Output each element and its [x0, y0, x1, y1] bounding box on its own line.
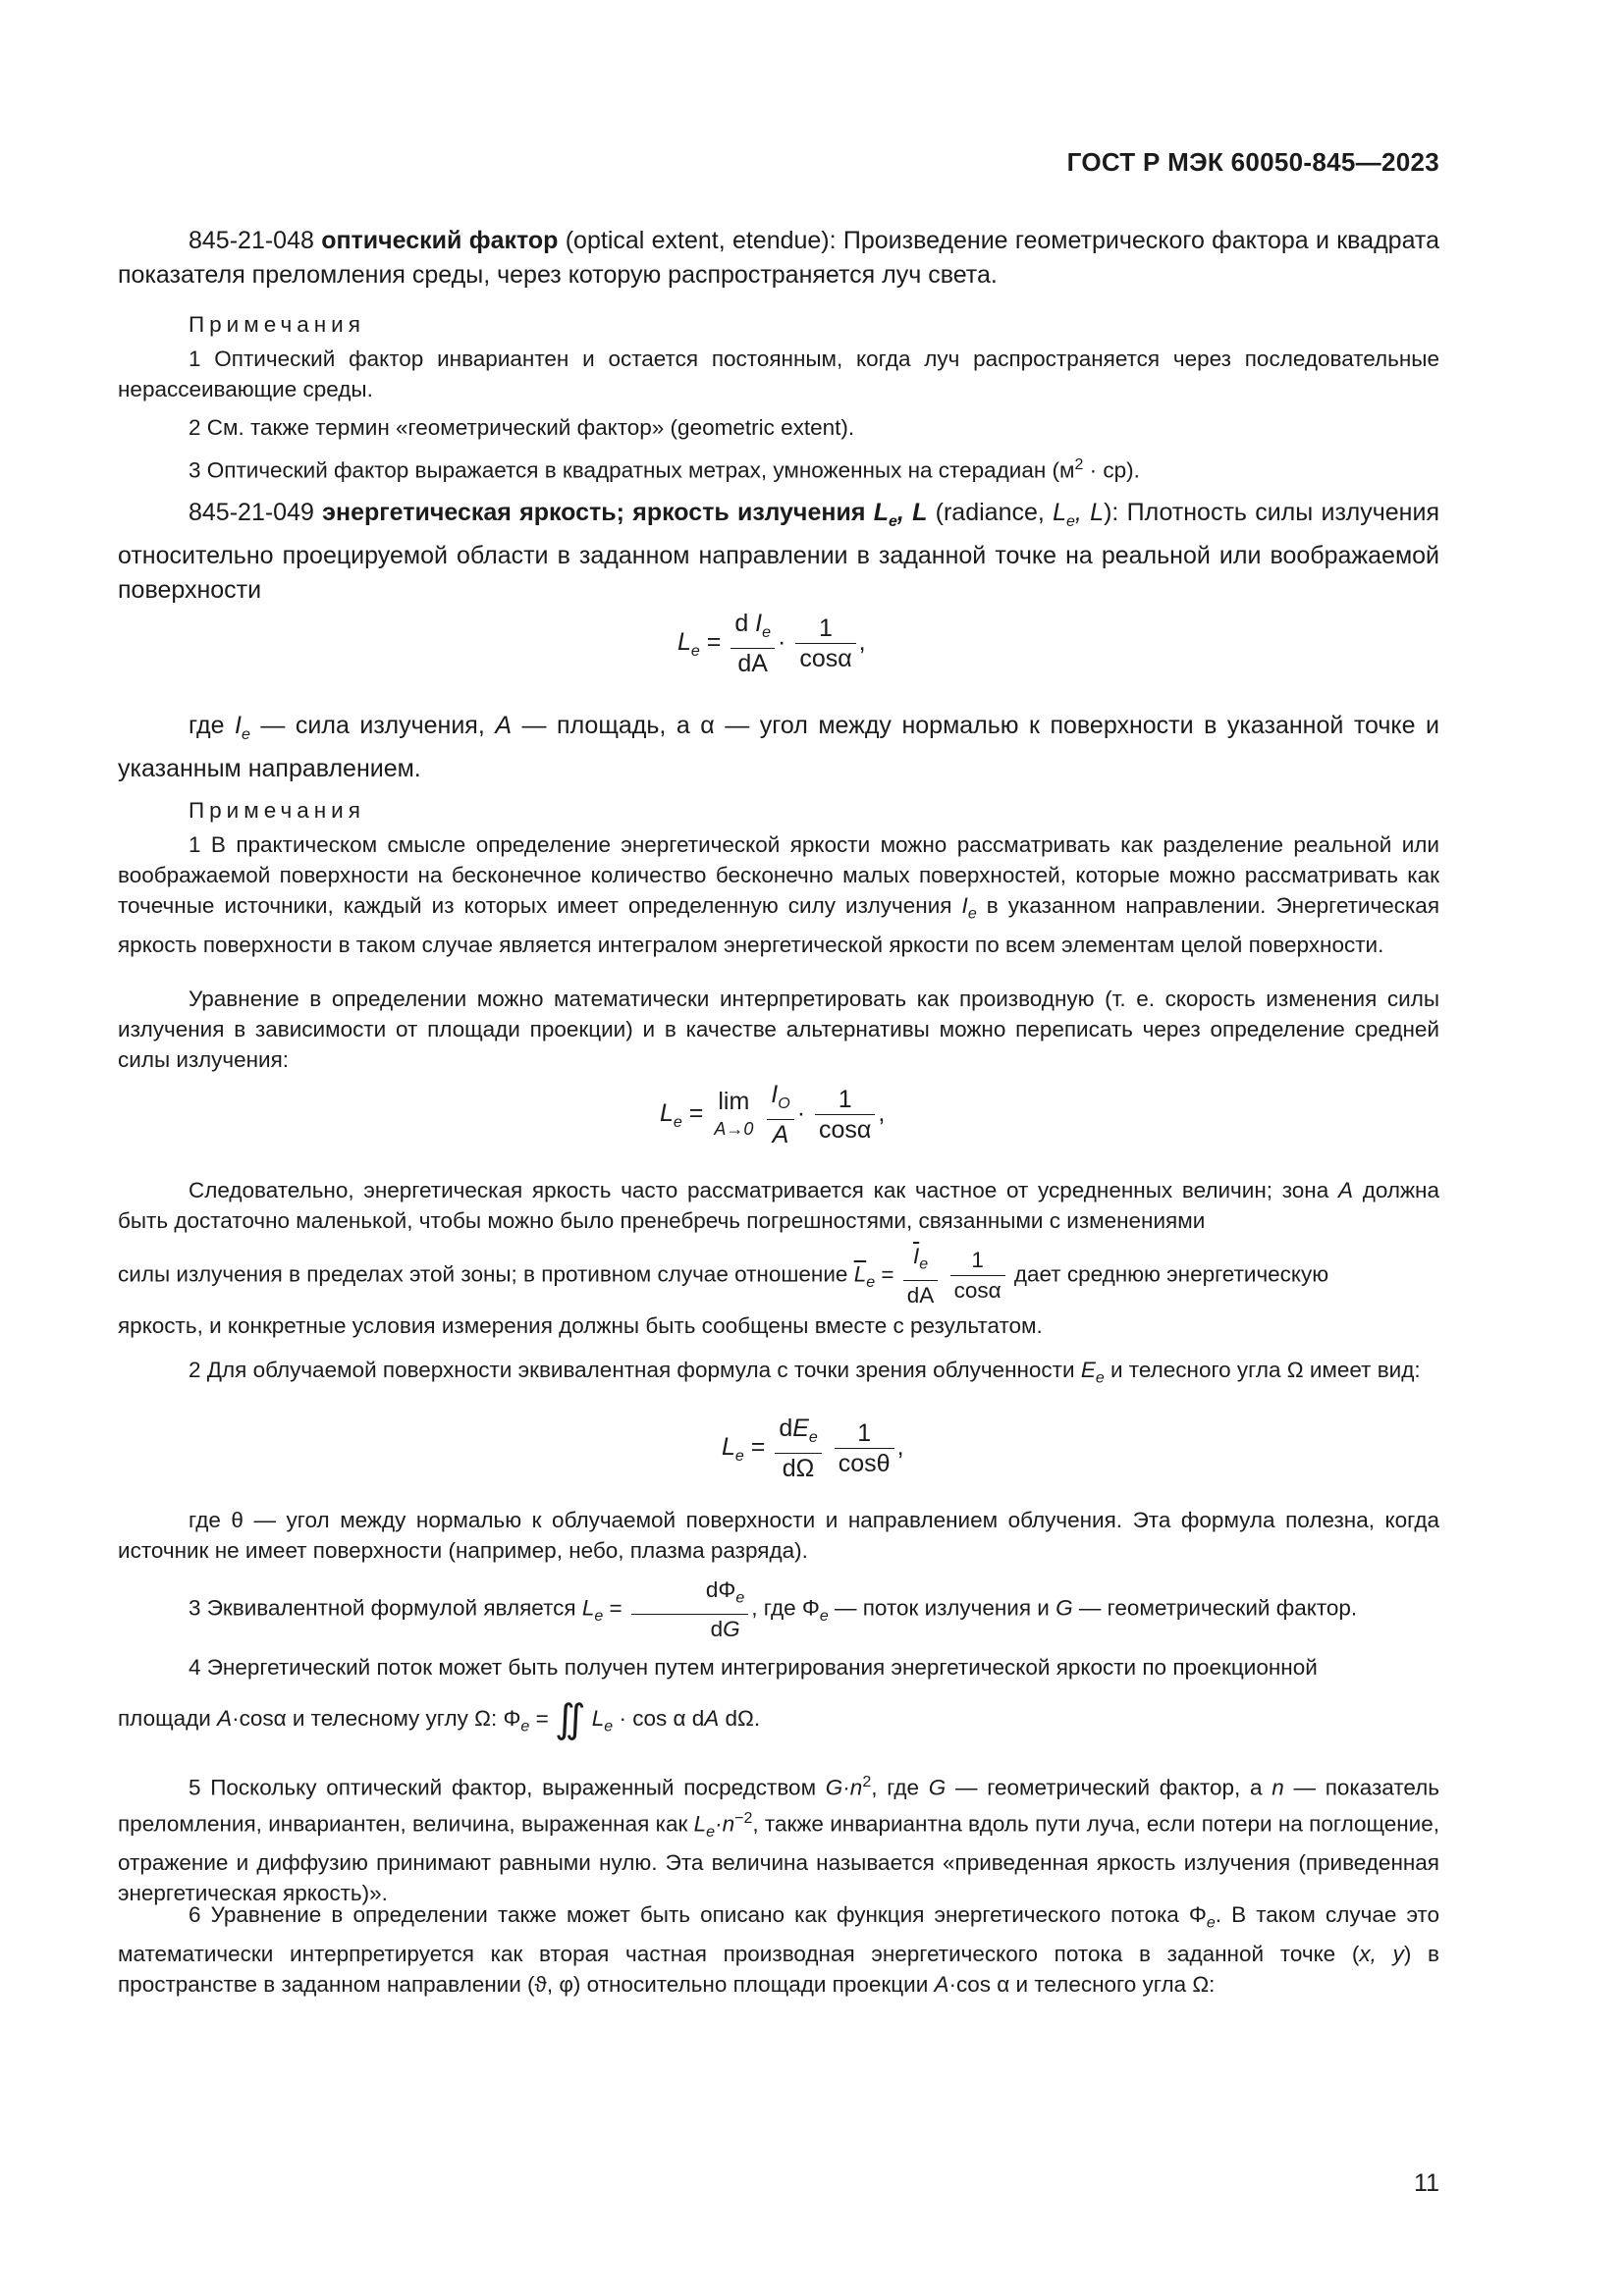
consequently-1-A: A	[1337, 1178, 1353, 1202]
where-3: где θ — угол между нормалью к облучаемой поверхности и направлением облучения. Эта формула полезна, когда источник не имеет поверхности (например, небо, плазма разряда).	[118, 1508, 1439, 1563]
consequently-line-1	[118, 1175, 1439, 1236]
formula-3-num-d: d	[779, 1415, 793, 1442]
note-4-L-sub: e	[604, 1718, 614, 1735]
consequently-1-pre: Следовательно, энергетическая яркость часто рассматривается как частное от усредненных величин; зона	[189, 1178, 1338, 1202]
formula-1-lhs-sub: e	[690, 643, 700, 661]
term-048-title: оптический фактор	[321, 227, 559, 254]
note-049-1-sub: e	[967, 905, 977, 923]
term-048-definition: (optical extent, etendue): Произведение геометрического фактора и квадрата показателя преломления среды, через которую распространяется луч света.	[118, 227, 1440, 289]
note-3-mid-sub: e	[819, 1608, 829, 1626]
formula-2-lhs: L	[660, 1099, 674, 1128]
note-4-line-2	[118, 1697, 1439, 1742]
formula-irradiance	[722, 1414, 904, 1483]
note-3-den-G: G	[723, 1616, 740, 1641]
formula-3-num-sub: e	[808, 1429, 818, 1446]
note-6-A: A	[934, 1971, 949, 1997]
note-5-p5: , также инвариантна вдоль пути луча, если потери на поглощение, отражение и диффузию принимают равными нулю. Эта величина называется «приведенная яркость излучения (приведенная энергетическая яркость)».	[118, 1811, 1440, 1905]
formula-3-den: dΩ	[782, 1455, 815, 1482]
term-049-paragraph	[118, 496, 1439, 608]
consequently-2-L-sub: e	[866, 1274, 876, 1292]
consequently-2-fraction-2	[950, 1246, 1005, 1306]
note-5-sup2: 2	[862, 1774, 872, 1790]
note-2-post: и телесного угла Ω имеет вид:	[1104, 1358, 1421, 1382]
where-1-post: — площадь, а α — угол между нормалью к поверхности в указанной точке и указанным направлением.	[118, 712, 1440, 782]
note-4-a: ·cosα и телесному углу Ω: Φ	[232, 1706, 521, 1731]
note-4-eq: =	[529, 1706, 555, 1731]
term-049-number: 845-21-049	[189, 499, 314, 526]
formula-3-fraction-2	[835, 1418, 894, 1478]
formula-1-fraction-2	[795, 614, 855, 673]
note-4-A2: A	[704, 1706, 720, 1731]
note-3-pre: 3 Эквивалентной формулой является	[189, 1595, 582, 1621]
formula-2-eq: =	[681, 1099, 704, 1128]
formula-3-eq: =	[743, 1433, 766, 1462]
consequently-1-post: должна быть достаточно маленькой, чтобы можно было пренебречь погрешностями, связанными с изменениями	[118, 1178, 1439, 1233]
note-5-p4: — показатель преломления, инвариантен, величина, выраженная как	[118, 1775, 1439, 1836]
note-5-p2: , где	[871, 1775, 929, 1800]
note-4-line-1: 4 Энергетический поток может быть получен путем интегрирования энергетической яркости по проекционной	[189, 1655, 1318, 1680]
note-4-mid: · cos α d	[613, 1706, 705, 1731]
formula-2-den: A	[772, 1121, 789, 1148]
formula-3-cos: cosθ	[838, 1450, 891, 1477]
notes-048-heading: Примечания	[189, 312, 365, 337]
consequently-2-den: dA	[906, 1282, 935, 1308]
note-5-G2: G	[928, 1775, 947, 1800]
formula-1-lhs: L	[677, 628, 691, 657]
note-2-E: E	[1080, 1358, 1096, 1382]
note-6	[118, 1899, 1439, 2000]
note-5	[118, 1767, 1439, 1908]
note-048-1: 1 Оптический фактор инвариантен и остается постоянным, когда луч распространяется через последовательные нерассеивающие среды.	[118, 347, 1439, 401]
formula-1-num-d: d	[734, 610, 756, 637]
term-049-paren-L2: , L	[1074, 499, 1105, 526]
formula-2-num-sub: O	[778, 1095, 790, 1112]
note-5-sup-m2: −2	[734, 1809, 753, 1827]
where-1-pre: где	[189, 712, 236, 739]
formula-2-one: 1	[815, 1085, 875, 1115]
where-1	[118, 709, 1439, 786]
formula-2-lhs-sub: e	[673, 1114, 682, 1132]
note-048-3-sup: 2	[1074, 456, 1084, 473]
notes-049-heading: Примечания	[189, 798, 365, 823]
note-3-L: L	[581, 1595, 595, 1621]
consequently-line-2	[118, 1242, 1453, 1310]
note-5-p1: 5 Поскольку оптический фактор, выраженный посредством	[189, 1775, 826, 1800]
formula-3-comma: ,	[896, 1433, 904, 1462]
note-3-num-sub: e	[735, 1589, 745, 1607]
note-6-p4: ·cos α и телесного угла Ω:	[948, 1971, 1216, 1997]
formula-1-comma: ,	[858, 628, 866, 657]
note-049-1	[118, 829, 1439, 960]
page-number: 11	[1414, 2169, 1439, 2197]
note-6-p1: 6 Уравнение в определении также может быть описано как функция энергетического потока Φ	[189, 1902, 1207, 1927]
formula-3-one: 1	[835, 1418, 894, 1449]
note-5-L-sub: e	[706, 1823, 716, 1841]
formula-2-num-I: I	[771, 1081, 779, 1108]
consequently-2-L: $\overline{L}$	[853, 1261, 867, 1287]
term-048-paragraph	[118, 224, 1439, 293]
formula-1-num-sub: e	[762, 624, 772, 641]
term-049-title: энергетическая яркость; яркость излучения	[322, 499, 874, 526]
where-1-I: I	[235, 712, 242, 739]
term-049-symbol-rest: , L	[896, 499, 928, 526]
note-4-sub: e	[520, 1718, 530, 1735]
note-048-3	[118, 450, 1439, 486]
formula-2-dot: ·	[796, 1099, 806, 1128]
note-2	[118, 1355, 1439, 1394]
formula-1-cos: cosα	[799, 645, 852, 672]
consequently-2-one: 1	[950, 1246, 1005, 1276]
note-5-L: L	[693, 1811, 707, 1836]
note-048-2: 2 См. также термин «геометрический фактор» (geometric extent).	[189, 415, 855, 440]
note-6-sub: e	[1206, 1914, 1216, 1932]
note-3-mid2: — поток излучения и	[828, 1595, 1056, 1621]
formula-2-lim-sub: A→0	[714, 1118, 754, 1139]
note-3-num: dΦ	[705, 1577, 736, 1602]
formula-1-eq: =	[699, 628, 722, 657]
note-3-den-d: d	[710, 1616, 724, 1641]
note-5-n: ·n	[842, 1775, 863, 1800]
note-4-pre: площади	[118, 1706, 218, 1731]
note-2-pre: 2 Для облучаемой поверхности эквивалентная формула с точки зрения облученности	[189, 1358, 1081, 1382]
consequently-2-post: дает среднюю энергетическую	[1007, 1261, 1329, 1287]
formula-1-one: 1	[795, 614, 855, 644]
formula-3-num-E: E	[792, 1415, 809, 1442]
note-3-mid: , где Φ	[751, 1595, 820, 1621]
note-049-1-pre: 1 В практическом смысле определение энергетической яркости можно рассматривать как разделение реальной или воображаемой поверхности на бесконечное количество бесконечно малых поверхностей, которые можно рассматривать как точечные источники, каждый из которых имеет определенную силу излучения	[118, 832, 1439, 918]
note-048-3-pre: 3 Оптический фактор выражается в квадратных метрах, умноженных на стерадиан (м	[189, 457, 1075, 483]
note-4-A: A	[217, 1706, 233, 1731]
formula-1-num-I: I	[755, 610, 763, 637]
formula-3-fraction-1	[775, 1414, 822, 1483]
note-3-G: G	[1056, 1595, 1073, 1621]
formula-3-lhs: L	[722, 1433, 735, 1462]
note-3-L-sub: e	[594, 1608, 604, 1626]
note-3-eq: =	[603, 1595, 623, 1621]
consequently-2-fraction-1	[903, 1242, 939, 1310]
note-049-1-I: I	[961, 893, 968, 918]
note-5-p3: — геометрический фактор, а	[946, 1775, 1272, 1800]
formula-2-comma: ,	[878, 1099, 886, 1128]
consequently-2-num-sub: e	[919, 1255, 929, 1273]
formula-2-fraction-2	[815, 1085, 875, 1145]
note-3-fraction	[631, 1575, 748, 1644]
where-1-mid: — сила излучения,	[249, 712, 496, 739]
double-integral-symbol: ∬	[554, 1697, 586, 1741]
note-6-xy: x, y	[1359, 1941, 1404, 1966]
note-6-p2: . В таком случае это математически интерпретируется как вторая частная производная энергетического потока в заданной точке (	[118, 1902, 1439, 1966]
note-5-n2: n	[1272, 1775, 1284, 1800]
formula-2-cos: cosα	[818, 1116, 872, 1144]
note-6-p3: ) в пространстве в заданном направлении (ϑ, φ) относительно площади проекции	[118, 1941, 1439, 1997]
formula-1-den: dA	[737, 650, 768, 677]
consequently-2-cos: cosα	[953, 1278, 1001, 1304]
consequently-line-3: яркость, и конкретные условия измерения должны быть сообщены вместе с результатом.	[118, 1313, 1043, 1338]
term-048-number: 845-21-048	[189, 227, 314, 254]
term-049-symbol-sub: e	[888, 513, 897, 530]
formula-limit	[660, 1080, 885, 1149]
formula-2-limit-op	[714, 1088, 753, 1143]
term-049-paren: (radiance,	[927, 499, 1054, 526]
term-049-symbol: L	[873, 499, 889, 526]
formula-1-dot: ·	[778, 628, 786, 657]
term-049-paren-sub: e	[1066, 513, 1075, 530]
consequently-2-eq: =	[875, 1261, 894, 1287]
note-4-end: dΩ.	[719, 1706, 761, 1731]
note-049-1-post: в указанном направлении. Энергетическая яркость поверхности в таком случае является интегралом энергетической яркости по всем элементам целой поверхности.	[118, 893, 1439, 957]
note-3-post: — геометрический фактор.	[1072, 1595, 1358, 1621]
note-5-G: G	[825, 1775, 843, 1800]
term-049-definition: ): Плотность силы излучения относительно проецируемой области в заданном направлении в заданной точке на реальной или воображаемой поверхности	[118, 499, 1439, 604]
term-049-paren-L: L	[1053, 499, 1067, 526]
document-number: ГОСТ Р МЭК 60050-845—2023	[1066, 147, 1439, 177]
note-049-1b: Уравнение в определении можно математически интерпретировать как производную (т. е. скорость изменения силы излучения в зависимости от площади проекции) и в качестве альтернативы можно переписать через определение средней силы излучения:	[118, 987, 1439, 1072]
consequently-2-pre: силы излучения в пределах этой зоны; в противном случае отношение	[118, 1261, 854, 1287]
where-1-sub: e	[241, 726, 250, 743]
formula-radiance	[677, 609, 866, 678]
where-1-A: A	[495, 712, 512, 739]
formula-3-lhs-sub: e	[734, 1448, 744, 1466]
note-2-E-sub: e	[1095, 1369, 1105, 1387]
note-3	[118, 1575, 1439, 1644]
formula-2-lim: lim	[718, 1087, 750, 1115]
formula-1-fraction-1	[731, 609, 775, 678]
formula-2-fraction-1	[767, 1080, 793, 1149]
consequently-2-num: $\overline{I}$	[912, 1244, 920, 1268]
note-048-3-post: · ср).	[1083, 457, 1140, 483]
note-4-L: L	[585, 1706, 605, 1731]
note-5-n3: ·n	[715, 1811, 735, 1836]
